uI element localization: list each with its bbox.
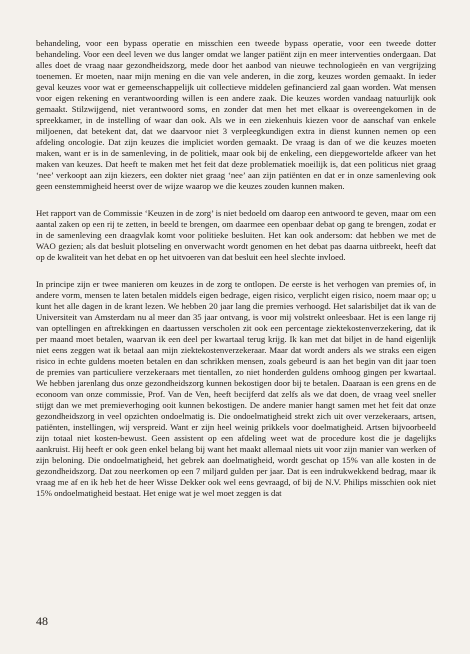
page-number: 48 <box>36 614 48 628</box>
paragraph-1: behandeling, voor een bypass operatie en misschien een tweede bypass operatie, voor een tweede dotter behandeling. Voor een deel leven we dus langer omdat we langer patiënt zijn en meer interventies ondergaan. Dat alles doet de vraag naar gezondheidszorg, mede door het aanbod van nieuwe technologieën en van vergrijzing toenemen. Er moeten, naar mijn mening en die van vele anderen, in die zorg, keuzes worden gemaakt. In ieder geval keuzes voor wat er gemeenschappelijk uit collectieve middelen gefinancierd zal gaan worden. Wat mensen voor eigen rekening en verantwoording willen is een andere zaak. Die keuzes worden vandaag natuurlijk ook gemaakt. Stilzwijgend, niet verantwoord soms, en zonder dat men het met elkaar is overeengekomen in de spreekkamer, in de instelling of waar dan ook. Als we in een ziekenhuis kiezen voor de aanschaf van enkele miljoenen, dat betekent dat, dat we daarvoor niet 3 verpleegkundigen extra in dienst kunnen nemen op een afdeling oncologie. Dat zijn keuzes die impliciet worden gemaakt. De vraag is dan of we die keuzes moeten maken, want er is in de samenleving, in de politiek, maar ook bij de enkeling, een diepgewortelde afkeer van het maken van keuzes. Dat heeft te maken met het feit dat deze problematiek moeilijk is, dat een politicus niet graag ‘nee’ verkoopt aan zijn kiezers, een dokter niet graag ‘nee’ aan zijn patiënten en dat er in onze samenleving ook geen eenstemmigheid heerst over de wijze waarop we die keuzes zouden kunnen maken. <box>36 38 436 191</box>
paragraph-3: In principe zijn er twee manieren om keuzes in de zorg te ontlopen. De eerste is het verhogen van premies of, in andere vorm, mensen te laten betalen middels eigen bedrage, eigen risico, verplicht eigen risico, noem maar op; u kunt het alle dagen in de krant lezen. We hebben 20 jaar lang die premies verhoogd. Het salarisbiljet dat ik van de Universiteit van Amsterdam nu al meer dan 35 jaar ontvang, is voor mij volstrekt onleesbaar. Het is een lange rij van optellingen en aftrekkingen en daartussen verscholen zit ook een percentage ziektekostenverzekering, dat ik per maand moet betalen, waarvan ik een deel per kwartaal terug krijg. Ik kan met dat biljet in de hand eigenlijk niet eens zeggen wat ik betaal aan mijn ziektekostenverzekeraar. Maar dat wordt anders als we straks een eigen risico in echte guldens moeten betalen en dan schrikken mensen, zoals gebeurd is aan het begin van dit jaar toen de premies van particuliere verzekeraars met tientallen, zo niet honderden guldens omhoog gingen per kwartaal. We hebben jarenlang dus onze gezondheidszorg kunnen bekostigen door bij te betalen. Daaraan is een grens en de econoom van onze commissie, Prof. Van de Ven, heeft becijferd dat zelfs als we dat doen, de vraag veel sneller stijgt dan we met premieverhoging ooit kunnen bekostigen. De andere manier hangt samen met het feit dat onze gezondheidszorg in veel opzichten ondoelmatig is. Die ondoelmatigheid strekt zich uit over verzekeraars, artsen, patiënten, instellingen, wij verspreid. Want er zijn heel weinig prikkels voor doelmatigheid. Artsen bijvoorbeeld zijn totaal niet kosten-bewust. Geen assistent op een afdeling weet wat de procedure kost die je dagelijks aankruist. Hij heeft er ook geen enkel belang bij want het maakt allemaal niets uit voor zijn manier van werken of zijn beloning. Die ondoelmatigheid, het gebrek aan doelmatigheid, wordt geschat op 15% van alle kosten in de gezondheidszorg. Dat zou neerkomen op een 7 miljard gulden per jaar. Dat is een indrukwekkend bedrag, maar ik vraag me af en ik heb het de heer Wisse Dekker ook wel eens gevraagd, of bij de N.V. Philips misschien ook niet 15% ondoelmatigheid bestaat. Het enige wat je wel moet zeggen is dat <box>36 279 436 498</box>
page-body <box>36 38 436 515</box>
paragraph-2: Het rapport van de Commissie ‘Keuzen in de zorg’ is niet bedoeld om daarop een antwoord te geven, maar om een aantal zaken op een rij te zetten, in beeld te brengen, om daarmee een openbaar debat op gang te brengen, zodat er in de samenleving een draagvlak komt voor politieke besluiten. Het kan ook andersom: dat hebben we met de WAO gezien; als dat besluit plotseling en onverwacht wordt genomen en het debat pas daarna uitbreekt, heeft dat op de kwaliteit van het debat en op het uitvoeren van dat besluit een heel slechte invloed. <box>36 208 436 262</box>
